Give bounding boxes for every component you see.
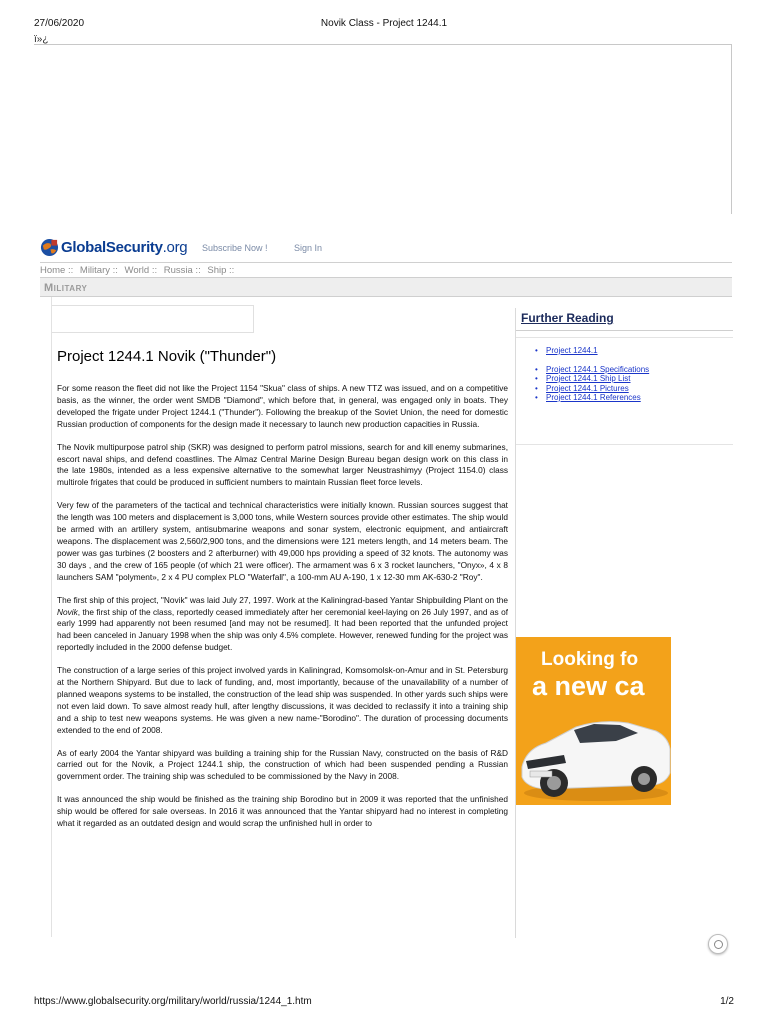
breadcrumb-world[interactable]: World :: <box>124 265 158 276</box>
small-empty-box <box>52 305 254 333</box>
article-paragraph: As of early 2004 the Yantar shipyard was building a training ship for the Russian Navy, constructed on the basis of R&D carried out for the Novik, a Project 1244.1 ship, the construction of which had been suspended pending a Russian government order. The training ship was scheduled to be commissioned by the Navy in 2008. <box>57 747 508 782</box>
article-paragraph: The Novik multipurpose patrol ship (SKR) was designed to perform patrol missions, search for and kill enemy submarines, escort naval ships, and defend coastlines. The Almaz Central Marine Design Bureau began design work on this class in the late 1980s, intended as a less expensive alternative to the somewhat larger Neustrashimyy (Project 1154.0) class multirole frigates that could be produced in sufficient numbers to maintain Russian fleet force levels. <box>57 441 508 488</box>
ad-headline-2: a new ca <box>532 671 645 701</box>
further-reading-link[interactable]: Project 1244.1 <box>546 346 598 355</box>
article-clip <box>57 348 508 930</box>
print-date: 27/06/2020 <box>34 18 85 29</box>
ad-headline-1: Looking fo <box>541 649 639 670</box>
further-reading-link[interactable]: Project 1244.1 Ship List <box>546 374 631 383</box>
article-paragraph: The construction of a large series of this project involved yards in Kaliningrad, Komsomolsk-on-Amur and in St. Petersburg at the Northern Shipyard. But due to lack of funding, and, most importantly, because of the unavailability of a number of planned weapons systems to be installed, the construction of the lead ship was suspended. In other yards such ships were not even laid down. To save almost ready hull, after lengthy discussions, it was decided to reclassify it into a training ship and a ship to test new weapons systems. He was given a new name-"Borodino". The duration of processing documents extended to the end of 2008. <box>57 665 508 735</box>
further-reading-item[interactable] <box>546 393 649 403</box>
circle-icon <box>714 940 723 949</box>
print-url: https://www.globalsecurity.org/military/world/russia/1244_1.htm <box>34 996 312 1007</box>
section-bar <box>40 277 732 297</box>
article-title: Project 1244.1 Novik ("Thunder") <box>57 348 277 365</box>
print-header <box>34 18 734 32</box>
article <box>57 348 508 830</box>
article-paragraph: It was announced the ship would be finished as the training ship Borodino but in 2009 it was reported that the unfinished ship would be offered for sale overseas. In 2016 it was announced that the Yantar shipyard had no interest in completing what it regarded as an outdated design and would scrap the unfinished hull in order to <box>57 794 508 829</box>
further-reading-list <box>546 346 649 403</box>
top-ad-frame <box>34 44 732 214</box>
print-title: Novik Class - Project 1244.1 <box>320 18 448 29</box>
breadcrumb-russia[interactable]: Russia :: <box>163 265 201 276</box>
logo-text: GlobalSecurity.org <box>61 239 188 256</box>
right-column <box>515 308 732 938</box>
car-image <box>516 697 671 805</box>
further-reading-link[interactable]: Project 1244.1 References <box>546 393 641 402</box>
further-reading-item[interactable] <box>546 374 649 384</box>
further-reading-link[interactable]: Project 1244.1 Pictures <box>546 383 629 393</box>
car-advertisement[interactable] <box>516 637 671 805</box>
further-reading-item[interactable] <box>546 365 649 375</box>
left-column-rule <box>40 297 52 937</box>
article-paragraph: Very few of the parameters of the tactical and technical characteristics were initially known. Russian sources suggest that the length was 100 meters and displacement is 3,000 tons, while Western sources provide other estimates. The ship would be armed with an artillery system, antisubmarine weapons and sonar system, electronic equipment, and antiaircraft weapons. The displacement was 2,560/2,900 tons, and the dimensions were 121 meters length, and 14 meters beam. The power was gas turbines (2 boosters and 2 afterburner) with 49,000 hps providing a speed of 32 knots. The autonomy was 30 days , and the crew of 165 people (of which 21 were officer). The armament was 6 x 3 rocket launchers, "Onyx», 4 x 8 launchers SAM "polyment», 2 x 4 PU complex PLO "Waterfall", a 100-mm AU A-190, 1 x 12-30 mm AK-630-2 "Roy". <box>57 500 508 582</box>
globe-icon <box>40 238 59 257</box>
further-reading-title: Further Reading <box>521 311 614 325</box>
further-reading-link[interactable]: Project 1244.1 Specifications <box>546 364 650 374</box>
breadcrumb-military[interactable]: Military :: <box>79 265 118 276</box>
article-paragraph: For some reason the fleet did not like the Project 1154 "Skua" class of ships. A new TTZ was issued, and on a competitive basis, as the winner, the order went SMDB "Diamond", which before that, in general, was engaged only in boats. They developed the frigate under Project 1244.1 ("Thunder"). Following the breakup of the Soviet Union, the need for domestic Russian production of components for the design made it necessary to launch new production capacities in Russia. <box>57 383 508 429</box>
further-reading-item[interactable] <box>546 384 649 394</box>
further-reading-item[interactable] <box>546 346 649 356</box>
list-spacer <box>546 356 649 365</box>
print-page-number: 1/2 <box>720 996 734 1007</box>
further-reading-box <box>516 337 733 445</box>
subscribe-link[interactable]: Subscribe Now ! <box>202 243 268 253</box>
breadcrumb-ship[interactable]: Ship :: <box>207 265 235 276</box>
site-header <box>40 236 732 262</box>
divider <box>516 330 733 331</box>
print-footer <box>34 996 734 1008</box>
breadcrumb <box>40 262 732 276</box>
section-label: Military <box>44 282 88 294</box>
scroll-button[interactable] <box>708 934 728 954</box>
signin-link[interactable]: Sign In <box>294 243 323 253</box>
breadcrumb-home[interactable]: Home :: <box>40 265 74 276</box>
article-paragraph: The first ship of this project, "Novik" was laid July 27, 1997. Work at the Kaliningrad-based Yantar Shipbuilding Plant on the Novik, the first ship of the class, reportedly ceased immediately after her ceremonial keel-laying on 26 July 1997, and as of early 1999 had apparently not been resumed [and may not be resumed]. It had been reported that the unfunded project had been canceled in January 1998 when the ship was only 4.5% complete. However, renewed funding for the project was reportedly included in the 2000 defense budget. <box>57 594 508 653</box>
bom-text: ï»¿ <box>34 34 49 45</box>
